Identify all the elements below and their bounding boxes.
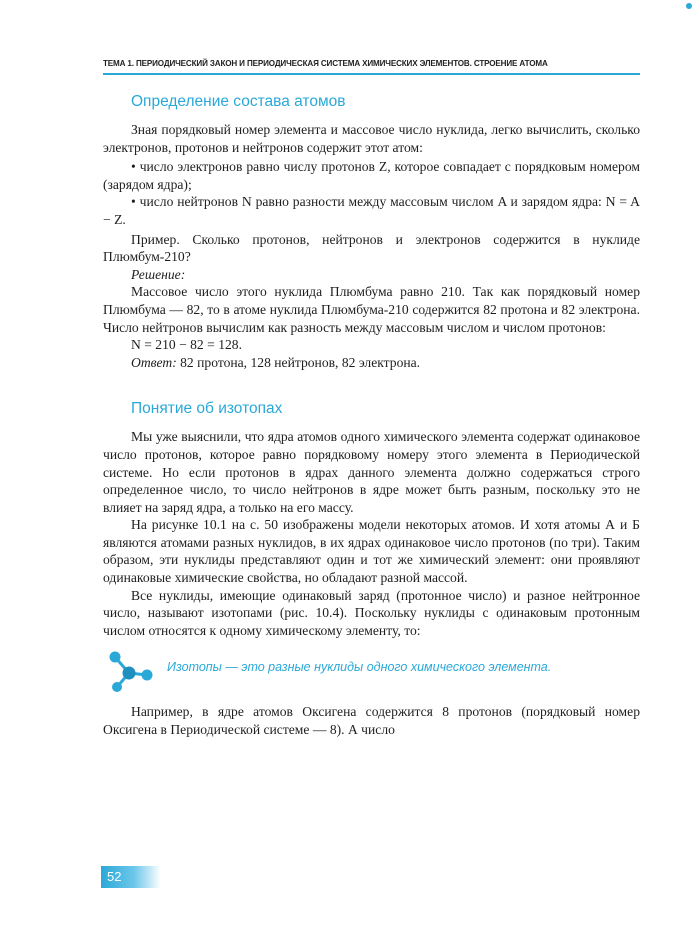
publisher-logo xyxy=(686,3,692,9)
logo-dot-icon xyxy=(686,3,692,9)
header-rule xyxy=(103,73,640,75)
running-head: ТЕМА 1. ПЕРИОДИЧЕСКИЙ ЗАКОН И ПЕРИОДИЧЕСКАЯ СИСТЕМА ХИМИЧЕСКИХ ЭЛЕМЕНТОВ. СТРОЕНИЕ АТОМА xyxy=(103,59,548,68)
answer-line xyxy=(103,354,640,372)
page-content xyxy=(103,85,640,739)
paragraph-solution: Массовое число этого нуклида Плюмбума равно 210. Так как порядковый номер Плюмбума — 82, то в атоме нуклида Плюмбума-210 содержится 82 протона и 82 электрона. Число нейтронов вычислим как разность между массовым числом и числом протонов: xyxy=(103,284,640,335)
answer-label: Ответ: xyxy=(131,354,177,370)
definition-text: Изотопы — это разные нуклиды одного химического элемента. xyxy=(167,660,552,675)
bullet-neutrons: • число нейтронов N равно разности между массовым числом A и зарядом ядра: N = A − Z. xyxy=(103,194,640,227)
bullet-electrons: • число электронов равно числу протонов Z, которое совпадает с порядковым номером (зарядом ядра); xyxy=(103,159,640,192)
section-title-isotopes: Понятие об изотопах xyxy=(131,400,283,418)
paragraph-intro: Зная порядковый номер элемента и массовое число нуклида, легко вычислить, сколько электронов, протонов и нейтронов содержит этот атом: xyxy=(103,122,640,155)
page-number: 52 xyxy=(101,866,161,888)
solution-label: Решение: xyxy=(131,266,186,282)
molecule-icon xyxy=(105,649,157,693)
definition-block xyxy=(103,655,640,689)
paragraph-isotopes-3: Все нуклиды, имеющие одинаковый заряд (протонное число) и разное нейтронное число, называют изотопами (рис. 10.4). Поскольку нуклиды с одинаковым протонным числом относятся к одному химическому элементу, то: xyxy=(103,587,640,638)
equation: N = 210 − 82 = 128. xyxy=(131,337,242,353)
section-title-composition: Определение состава атомов xyxy=(131,93,346,110)
paragraph-isotopes-4: Например, в ядре атомов Оксигена содержится 8 протонов (порядковый номер Оксигена в Периодической системе — 8). А число xyxy=(103,704,640,738)
answer-text: 82 протона, 128 нейтронов, 82 электрона. xyxy=(176,354,421,370)
paragraph-isotopes-1: Мы уже выяснили, что ядра атомов одного химического элемента содержат одинаковое число протонов, которое равно порядковому номеру этого элемента в Периодической системе. Но если протонов в ядрах данного элемента должно содержаться строго определенное число, то число нейтронов в ядре может быть разным, поскольку это не влияет на заряд ядра, а только на его массу. xyxy=(103,429,640,515)
paragraph-example: Пример. Сколько протонов, нейтронов и электронов содержится в нуклиде Плюмбум-210? xyxy=(103,231,640,265)
paragraph-isotopes-2: На рисунке 10.1 на с. 50 изображены модели некоторых атомов. И хотя атомы А и Б являются атомами разных нуклидов, в их ядрах одинаковое число протонов (по три). Таким образом, эти нуклиды представляют один и тот же химический элемент: они проявляют одинаковые химические свойства, но обладают разной массой. xyxy=(103,517,640,586)
